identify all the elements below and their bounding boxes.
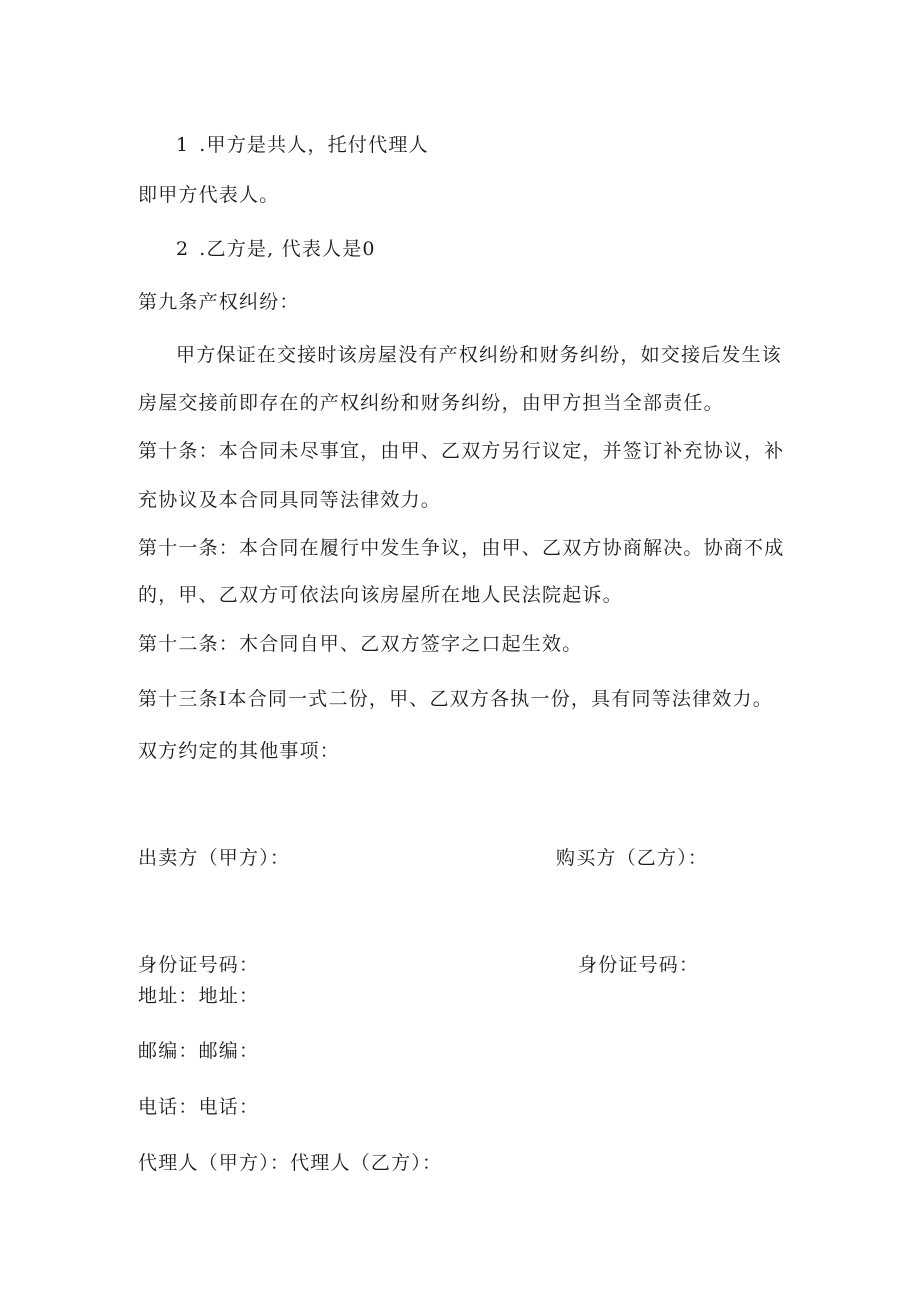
item-number-2: 2 <box>176 238 190 260</box>
article-13: 第十三条I本合同一式二份，甲、乙双方各执一份，具有同等法律效力。 <box>138 688 773 710</box>
agent-label: 代理人（甲方）：代理人（乙方）： <box>138 1152 443 1174</box>
article-9-heading: 第九条产权纠纷： <box>138 291 300 313</box>
article-11-line2: 的，甲、乙双方可依法向该房屋所在地人民法院起诉。 <box>138 584 623 606</box>
buyer-label: 购买方（乙方）： <box>556 847 709 869</box>
item-number-1: 1 <box>176 134 190 156</box>
article-11-line1: 第十一条：本合同在履行中发生争议，由甲、乙双方协商解决。协商不成 <box>138 537 785 559</box>
buyer-id-label: 身份证号码： <box>578 954 700 976</box>
other-matters-label: 双方约定的其他事项： <box>138 740 341 762</box>
party-a-representative: 即甲方代表人。 <box>138 184 280 206</box>
article-10-line2: 充协议及本合同具同等法律效力。 <box>138 489 442 511</box>
postcode-label: 邮编：邮编： <box>138 1040 260 1062</box>
address-label: 地址：地址： <box>138 985 260 1007</box>
article-9-body-line2: 房屋交接前即存在的产权纠纷和财务纠纷，由甲方担当全部责任。 <box>138 392 724 414</box>
phone-label: 电话：电话： <box>138 1096 260 1118</box>
article-12: 第十二条：木合同自甲、乙双方签字之口起生效。 <box>138 633 583 655</box>
clause-party-a <box>176 132 429 158</box>
seller-label: 出卖方（甲方）： <box>138 847 291 869</box>
party-b-text: .乙方是, 代表人是0 <box>199 238 376 260</box>
seller-id-label: 身份证号码： <box>138 954 260 976</box>
article-10-line1: 第十条：本合同未尽事宜，由甲、乙双方另行议定，并签订补充协议，补 <box>138 440 785 462</box>
party-a-text: .甲方是共人，托付代理人 <box>199 134 429 156</box>
article-9-body-line1: 甲方保证在交接时该房屋没有产权纠纷和财务纠纷，如交接后发生该 <box>176 344 783 366</box>
clause-party-b <box>176 236 376 262</box>
